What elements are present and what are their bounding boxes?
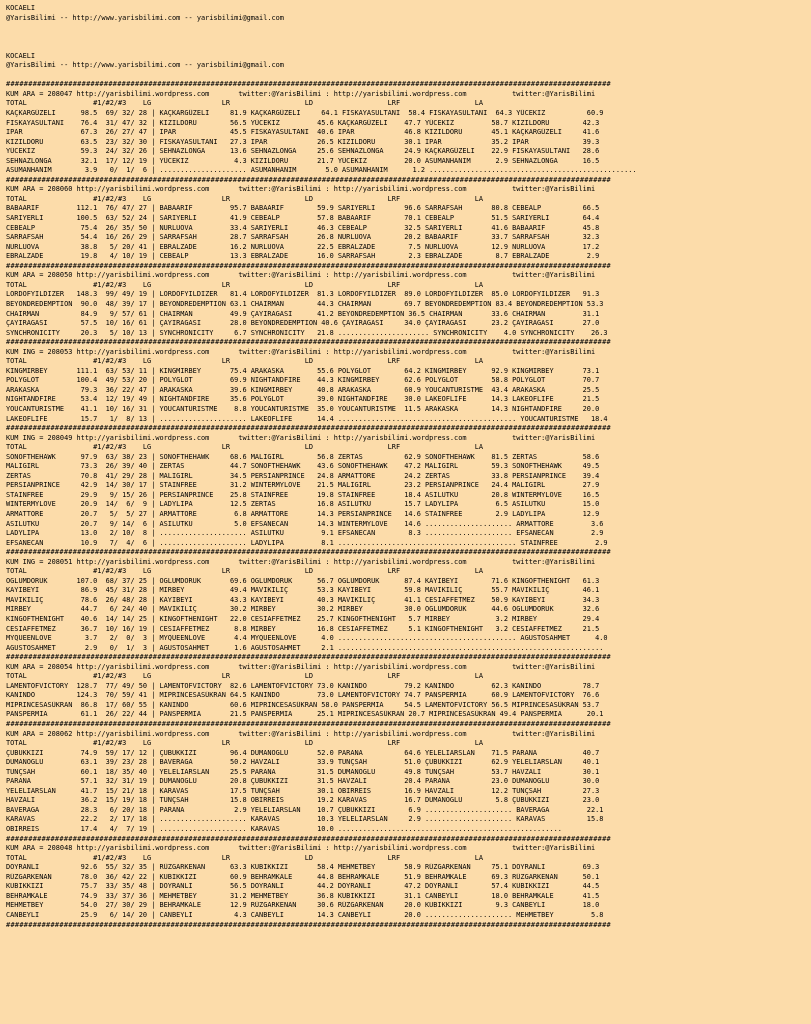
horse-row: ASILUTKU 20.7 9/ 14/ 6 | ASILUTKU 5.0 EFSANECAN 14.3 WINTERMYLOVE 14.6 ..................... ARMATTORE 3.6 (6, 519, 604, 528)
separator-line: ######################################################################################################################################## (6, 175, 611, 184)
race-title: KUM ARA = 208050 http://yarisbilimi.wordpress.com twitter:@YarisBilimi : http://yarisbilimi.wordpress.com twitter:@YarisBilimi (6, 271, 596, 280)
horse-row: PANSPERMIA 61.1 26/ 22/ 44 | PANSPERMIA 21.5 PANSPERMIA 25.1 MIPRINCESASÜKRAN 20.7 MIPRINCESASÜKRAN 49.4 PANSPERMIA 20.1 (6, 710, 604, 719)
horse-row: STAINFREE 29.9 9/ 15/ 26 | PERSIANPRINCE 25.8 STAINFREE 19.8 STAINFREE 18.4 ASILUTKU 20.8 WINTERMYLOVE 16.5 (6, 490, 600, 499)
horse-row: TUNÇSAH 60.1 18/ 35/ 40 | YELELIARSLAN 25.5 PARANA 31.5 DUMANOGLU 49.8 TUNÇSAH 53.7 HAVZALI 30.1 (6, 767, 600, 776)
horse-row: RÜZGARKENAN 78.0 36/ 42/ 22 | KUBIKKIZI 60.9 BEHRAMKALE 44.8 BEHRAMKALE 51.9 BEHRAMKALE 69.3 RÜZGARKENAN 50.1 (6, 872, 600, 881)
race-block (6, 262, 811, 338)
horse-row: LAKEOFLIFE 15.7 1/ 8/ 13 | ..................... LAKEOFLIFE 14.4 ........................................... YOUCANTURISTME 18.4 (6, 414, 608, 423)
horse-row: LORDOFYILDIZER 148.3 99/ 49/ 19 | LORDOFYILDIZER 81.4 LORDOFYILDIZER 81.3 LORDOFYILDIZER 89.0 LORDOFYILDIZER 85.0 LORDOFYILDIZER 91.3 (6, 290, 600, 299)
horse-row: CHAIRMAN 84.9 9/ 57/ 61 | CHAIRMAN 49.9 ÇAYIRAGASI 41.2 BEYONDREDEMPTION 36.5 CHAIRMAN 33.6 CHAIRMAN 31.1 (6, 309, 600, 318)
horse-row: HAVZALI 36.2 15/ 19/ 18 | TUNÇSAH 15.8 OBIRREIS 19.2 KARAVAS 16.7 DUMANOGLU 5.8 ÇUBUKKIZI 23.0 (6, 796, 600, 805)
horse-row: KINGOFTHENIGHT 40.6 14/ 14/ 25 | KINGOFTHENIGHT 22.0 CESIAFFETMEZ 25.7 KINGOFTHENIGHT 5.7 MIRBEY 3.2 MIRBEY 29.4 (6, 615, 600, 623)
horse-row: MEHMETBEY 54.0 27/ 30/ 29 | BEHRAMKALE 12.9 RÜZGARKENAN 30.6 RÜZGARKENAN 20.0 KUBIKKIZI 9.3 CANBEYLI 18.0 (6, 901, 600, 910)
separator-line: ######################################################################################################################################## (6, 548, 611, 557)
header-blank-2 (6, 33, 811, 43)
race-block (6, 80, 811, 175)
horse-row: KAYIBEYI 86.9 45/ 31/ 28 | MIRBEY 49.4 MAVIKILIÇ 53.3 KAYIBEYI 59.8 MAVIKILIÇ 55.7 MAVIKILIÇ 46.1 (6, 586, 600, 595)
horse-row: CEBEALP 75.4 26/ 35/ 50 | NURLUOVA 33.4 SARIYERLI 46.3 CEBEALP 32.5 SARIYERLI 41.6 BABAARIF 45.8 (6, 223, 600, 232)
separator-line: ######################################################################################################################################## (6, 653, 611, 662)
horse-row: SONOFTHEHAWK 97.9 63/ 38/ 23 | SONOFTHEHAWK 68.6 MALIGIRL 56.8 ZERTAS 62.9 SONOFTHEHAWK 81.5 ZERTAS 58.6 (6, 452, 600, 461)
header-block (6, 4, 811, 80)
race-block (6, 176, 811, 262)
race-title: KUM ING = 208049 http://yarisbilimi.wordpress.com twitter:@YarisBilimi : http://yarisbilimi.wordpress.com twitter:@YarisBilimi (6, 433, 596, 442)
header-line-contact: @YarisBilimi -- http://www.yarisbilimi.com -- yarisbilimi@gmail.com (6, 13, 284, 22)
race-title: KUM ING = 208051 http://yarisbilimi.wordpress.com twitter:@YarisBilimi : http://yarisbilimi.wordpress.com twitter:@YarisBilimi (6, 557, 596, 566)
column-header: TOTAL #1/#2/#3 LG LR LD LRF LA (6, 99, 484, 108)
separator-line: ######################################################################################################################################## (6, 834, 611, 843)
horse-row: BEHRAMKALE 74.9 33/ 37/ 36 | MEHMETBEY 31.2 MEHMETBEY 36.8 KUBIKKIZI 31.1 CANBEYLI 18.0 BEHRAMKALE 41.5 (6, 891, 600, 900)
horse-row: SARRAFSAH 54.4 16/ 26/ 29 | SARRAFSAH 28.7 SARRAFSAH 26.8 NURLUOVA 20.2 BABAARIF 33.7 SARRAFSAH 32.3 (6, 233, 600, 242)
horse-row: MAVIKILIÇ 78.6 26/ 48/ 28 | KAYIBEYI 43.3 KAYIBEYI 40.3 MAVIKILIÇ 41.1 CESIAFFETMEZ 50.9 KAYIBEYI 34.3 (6, 595, 600, 604)
race-block (6, 835, 811, 921)
horse-row: YOUCANTURISTME 41.1 10/ 16/ 31 | YOUCANTURISTME 8.8 YOUCANTURISTME 35.0 YOUCANTURISTME 11.5 ARAKASKA 14.3 NIGHTANDFIRE 20.0 (6, 404, 600, 413)
horse-row: KIZILDORU 63.5 23/ 32/ 30 | FISKAYASULTANI 27.3 IPAR 26.5 KIZILDORU 30.1 IPAR 35.2 IPAR 39.3 (6, 137, 600, 146)
horse-row: MALIGIRL 73.3 26/ 39/ 40 | ZERTAS 44.7 SONOFTHEHAWK 43.6 SONOFTHEHAWK 47.2 MALIGIRL 59.3 SONOFTHEHAWK 49.5 (6, 462, 600, 471)
race-title: KUM ARA = 208054 http://yarisbilimi.wordpress.com twitter:@YarisBilimi : http://yarisbilimi.wordpress.com twitter:@YarisBilimi (6, 662, 596, 671)
column-header: TOTAL #1/#2/#3 LG LR LD LRF LA (6, 280, 484, 289)
horse-row: SARIYERLI 100.5 63/ 52/ 24 | SARIYERLI 41.9 CEBEALP 57.8 BABAARIF 70.1 CEBEALP 51.5 SARIYERLI 64.4 (6, 214, 600, 223)
horse-row: KANINDO 124.3 70/ 59/ 41 | MIPRINCESASÜKRAN 64.5 KANINDO 73.0 LAMENTOFVICTORY 74.7 PANSPERMIA 60.9 LAMENTOFVICTORY 76.6 (6, 691, 600, 700)
horse-row: BAVERAGA 28.3 6/ 20/ 18 | PARANA 2.9 YELELIARSLAN 10.7 ÇUBUKKIZI 6.9 ..................... BAVERAGA 22.1 (6, 805, 604, 814)
column-header: TOTAL #1/#2/#3 LG LR LD LRF LA (6, 443, 484, 452)
horse-row: LAMENTOFVICTORY 128.7 77/ 49/ 50 | LAMENTOFVICTORY 82.6 LAMENTOFVICTORY 73.0 KANINDO 79.2 KANINDO 62.3 KANINDO 78.7 (6, 681, 600, 690)
horse-row: NIGHTANDFIRE 53.4 12/ 19/ 49 | NIGHTANDFIRE 35.6 POLYGLOT 39.0 NIGHTANDFIRE 30.0 LAKEOFLIFE 14.3 LAKEOFLIFE 21.5 (6, 395, 600, 404)
race-block (6, 720, 811, 835)
horse-row: ÇUBUKKIZI 74.9 59/ 17/ 12 | ÇUBUKKIZI 96.4 DUMANOGLU 52.0 PARANA 64.6 YELELIARSLAN 71.5 PARANA 40.7 (6, 748, 600, 757)
race-stats-document (6, 4, 811, 930)
race-title: KUM ARA = 208048 http://yarisbilimi.wordpress.com twitter:@YarisBilimi : http://yarisbilimi.wordpress.com twitter:@YarisBilimi (6, 844, 596, 853)
horse-row: EFSANECAN 10.9 7/ 4/ 6 | ..................... LADYLIPA 8.1 ........................................... STAINFREE 2.9 (6, 538, 608, 547)
header-blank-4 (6, 71, 811, 81)
horse-row: MYQUEENLOVE 3.7 2/ 0/ 3 | MYQUEENLOVE 4.4 MYQUEENLOVE 4.0 ........................................... AGUSTOSAHMET 4.0 (6, 634, 608, 643)
horse-row: ASUMANHANIM 3.9 0/ 1/ 6 | ..................... ASUMANHANIM 5.0 ASUMANHANIM 1.2 .................................................. (6, 166, 637, 175)
separator-line: ######################################################################################################################################## (6, 720, 611, 729)
horse-row: ARAKASKA 79.3 36/ 22/ 47 | ARAKASKA 39.6 KINGMIRBEY 40.8 ARAKASKA 60.9 YOUCANTURISTME 43.4 ARAKASKA 25.5 (6, 385, 600, 394)
horse-row: SEHNAZLONGA 32.1 17/ 12/ 19 | YÜCEKIZ 4.3 KIZILDORU 21.7 YÜCEKIZ 20.0 ASUMANHANIM 2.9 SEHNAZLONGA 16.5 (6, 156, 600, 165)
race-title: KUM ARA = 208060 http://yarisbilimi.wordpress.com twitter:@YarisBilimi : http://yarisbilimi.wordpress.com twitter:@YarisBilimi (6, 185, 596, 194)
horse-row: YELELIARSLAN 41.7 15/ 21/ 18 | KARAVAS 17.5 TUNÇSAH 30.1 OBIRREIS 16.9 HAVZALI 12.2 TUNÇSAH 27.3 (6, 786, 600, 795)
race-blocks (6, 80, 811, 930)
horse-row: PERSIANPRINCE 42.9 14/ 30/ 17 | STAINFREE 31.2 WINTERMYLOVE 21.5 MALIGIRL 23.2 PERSIANPRINCE 24.4 MALIGIRL 27.9 (6, 481, 600, 490)
horse-row: KINGMIRBEY 111.1 63/ 53/ 11 | KINGMIRBEY 75.4 ARAKASKA 55.6 POLYGLOT 64.2 KINGMIRBEY 92.9 KINGMIRBEY 73.1 (6, 366, 600, 375)
column-header: TOTAL #1/#2/#3 LG LR LD LRF LA (6, 672, 484, 681)
horse-row: FISKAYASULTANI 76.4 31/ 47/ 32 | KIZILDORU 56.5 YÜCEKIZ 45.6 KAÇKARGÜZELI 47.7 YÜCEKIZ 58.7 KIZILDORU 42.3 (6, 118, 600, 127)
race-block (6, 548, 811, 653)
horse-row: OBIRREIS 17.4 4/ 7/ 19 | ..................... KARAVAS 10.0 ...................................................... (6, 825, 562, 834)
horse-row: MIPRINCESASÜKRAN 86.8 17/ 60/ 55 | KANINDO 60.6 MIPRINCESASÜKRAN 58.0 PANSPERMIA 54.5 LAMENTOFVICTORY 56.5 MIPRINCESASÜKRAN 53.7 (6, 700, 600, 709)
race-title: KUM ARA = 208062 http://yarisbilimi.wordpress.com twitter:@YarisBilimi : http://yarisbilimi.wordpress.com twitter:@YarisBilimi (6, 729, 596, 738)
horse-row: DOYRANLI 92.6 55/ 32/ 35 | RÜZGARKENAN 63.3 KUBIKKIZI 58.4 MEHMETBEY 58.9 RÜZGARKENAN 75.1 DOYRANLI 69.3 (6, 863, 600, 872)
horse-row: ÇAYIRAGASI 57.5 10/ 16/ 61 | ÇAYIRAGASI 28.0 BEYONDREDEMPTION 40.6 ÇAYIRAGASI 34.0 ÇAYIRAGASI 23.2 ÇAYIRAGASI 27.0 (6, 319, 600, 328)
horse-row: YÜCEKIZ 59.3 24/ 32/ 26 | SEHNAZLONGA 13.6 SEHNAZLONGA 25.6 SEHNAZLONGA 24.9 KAÇKARGÜZELI 22.9 FISKAYASULTANI 28.6 (6, 147, 600, 156)
race-title: KUM ING = 208053 http://yarisbilimi.wordpress.com twitter:@YarisBilimi : http://yarisbilimi.wordpress.com twitter:@YarisBilimi (6, 347, 596, 356)
race-block (6, 424, 811, 548)
header-line-city: KOCAELI (6, 4, 36, 12)
horse-row: NURLUOVA 38.8 5/ 20/ 41 | EBRALZADE 16.2 NURLUOVA 22.5 EBRALZADE 7.5 NURLUOVA 12.9 NURLUOVA 17.2 (6, 242, 600, 251)
horse-row: BEYONDREDEMPTION 90.0 48/ 39/ 17 | BEYONDREDEMPTION 63.1 CHAIRMAN 44.3 CHAIRMAN 69.7 BEYONDREDEMPTION 83.4 BEYONDREDEMPTION 53.3 (6, 299, 604, 308)
horse-row: PARANA 57.1 32/ 31/ 19 | DUMANOGLU 20.8 ÇUBUKKIZI 31.5 HAVZALI 20.4 PARANA 23.0 DUMANOGLU 30.0 (6, 777, 600, 786)
horse-row: WINTERMYLOVE 20.9 14/ 6/ 9 | LADYLIPA 12.5 ZERTAS 16.8 ASILUTKU 15.7 LADYLIPA 6.5 ASILUTKU 15.0 (6, 500, 600, 509)
column-header: TOTAL #1/#2/#3 LG LR LD LRF LA (6, 853, 484, 862)
horse-row: EBRALZADE 19.8 4/ 10/ 19 | CEBEALP 13.3 EBRALZADE 16.0 SARRAFSAH 2.3 EBRALZADE 8.7 EBRALZADE 2.9 (6, 252, 600, 261)
header-blank-1 (6, 23, 811, 33)
horse-row: CESIAFFETMEZ 36.7 10/ 16/ 19 | CESIAFFETMEZ 8.8 MIRBEY 16.8 CESIAFFETMEZ 5.1 KINGOFTHENIGHT 3.2 CESIAFFETMEZ 21.5 (6, 624, 600, 633)
separator-line: ######################################################################################################################################## (6, 920, 611, 929)
column-header: TOTAL #1/#2/#3 LG LR LD LRF LA (6, 567, 484, 576)
race-block (6, 338, 811, 424)
race-title: KUM ARA = 208047 http://yarisbilimi.wordpress.com twitter:@YarisBilimi : http://yarisbilimi.wordpress.com twitter:@YarisBilimi (6, 89, 596, 98)
race-block (6, 653, 811, 720)
header-line-city: KOCAELI (6, 51, 36, 60)
horse-row: ZERTAS 70.8 41/ 29/ 28 | MALIGIRL 34.5 PERSIANPRINCE 24.8 ARMATTORE 24.2 ZERTAS 33.8 PERSIANPRINCE 39.4 (6, 471, 600, 480)
horse-row: BABAARIF 112.1 76/ 47/ 27 | BABAARIF 95.7 BABAARIF 59.9 SARIYERLI 96.6 SARRAFSAH 80.8 CEBEALP 66.5 (6, 204, 600, 213)
column-header: TOTAL #1/#2/#3 LG LR LD LRF LA (6, 194, 484, 203)
horse-row: ARMATTORE 20.7 5/ 5/ 27 | ARMATTORE 6.8 ARMATTORE 14.3 PERSIANPRINCE 14.6 STAINFREE 2.9 LADYLIPA 12.9 (6, 509, 600, 518)
horse-row: CANBEYLI 25.9 6/ 14/ 20 | CANBEYLI 4.3 CANBEYLI 14.3 CANBEYLI 20.0 ..................... MEHMETBEY 5.8 (6, 910, 604, 919)
horse-row: KUBIKKIZI 75.7 33/ 35/ 48 | DOYRANLI 56.5 DOYRANLI 44.2 DOYRANLI 47.2 DOYRANLI 57.4 KUBIKKIZI 44.5 (6, 882, 600, 891)
separator-line: ######################################################################################################################################## (6, 261, 611, 270)
column-header: TOTAL #1/#2/#3 LG LR LD LRF LA (6, 357, 484, 366)
horse-row: OGLUMDORUK 107.0 68/ 37/ 25 | OGLUMDORUK 69.6 OGLUMDORUK 56.7 OGLUMDORUK 87.4 KAYIBEYI 71.6 KINGOFTHENIGHT 61.3 (6, 576, 600, 585)
horse-row: KARAVAS 22.2 2/ 17/ 18 | ..................... KARAVAS 10.3 YELELIARSLAN 2.9 ..................... KARAVAS 15.8 (6, 815, 604, 824)
separator-line: ######################################################################################################################################## (6, 80, 611, 89)
horse-row: DUMANOGLU 63.1 39/ 23/ 28 | BAVERAGA 50.2 HAVZALI 33.9 TUNÇSAH 51.0 ÇUBUKKIZI 62.9 YELELIARSLAN 40.1 (6, 758, 600, 767)
horse-row: POLYGLOT 100.4 49/ 53/ 20 | POLYGLOT 69.9 NIGHTANDFIRE 44.3 KINGMIRBEY 62.6 POLYGLOT 58.8 POLYGLOT 70.7 (6, 376, 600, 385)
horse-row: SYNCHRONICITY 20.3 5/ 10/ 13 | SYNCHRONICITY 6.7 SYNCHRONICITY 21.8 ...................... SYNCHRONICITY 4.0 SYNCHRONICITY 26.3 (6, 328, 608, 337)
header-blank-3 (6, 42, 811, 52)
separator-line: ######################################################################################################################################## (6, 338, 611, 347)
horse-row: KAÇKARGÜZELI 98.5 69/ 32/ 28 | KAÇKARGÜZELI 81.9 KAÇKARGÜZELI 64.1 FISKAYASULTANI 58.4 FISKAYASULTANI 64.3 YÜCEKIZ 60.9 (6, 109, 604, 118)
separator-line: ######################################################################################################################################## (6, 424, 611, 433)
horse-row: LADYLIPA 13.0 2/ 10/ 8 | ..................... ASILUTKU 9.1 EFSANECAN 8.3 ..................... EFSANECAN 2.9 (6, 529, 604, 538)
horse-row: IPAR 67.3 26/ 27/ 47 | IPAR 45.5 FISKAYASULTANI 40.6 IPAR 46.8 KIZILDORU 45.1 KAÇKARGÜZELI 41.6 (6, 128, 600, 137)
horse-row: MIRBEY 44.7 6/ 24/ 40 | MAVIKILIÇ 30.2 MIRBEY 30.2 MIRBEY 30.0 OGLUMDORUK 44.6 OGLUMDORUK 32.6 (6, 605, 600, 614)
horse-row: AGUSTOSAHMET 2.9 0/ 1/ 3 | AGUSTOSAHMET 1.6 AGUSTOSAHMET 2.1 ................................................................ (6, 643, 604, 652)
header-line-contact: @YarisBilimi -- http://www.yarisbilimi.com -- yarisbilimi@gmail.com (6, 61, 284, 70)
column-header: TOTAL #1/#2/#3 LG LR LD LRF LA (6, 739, 484, 748)
